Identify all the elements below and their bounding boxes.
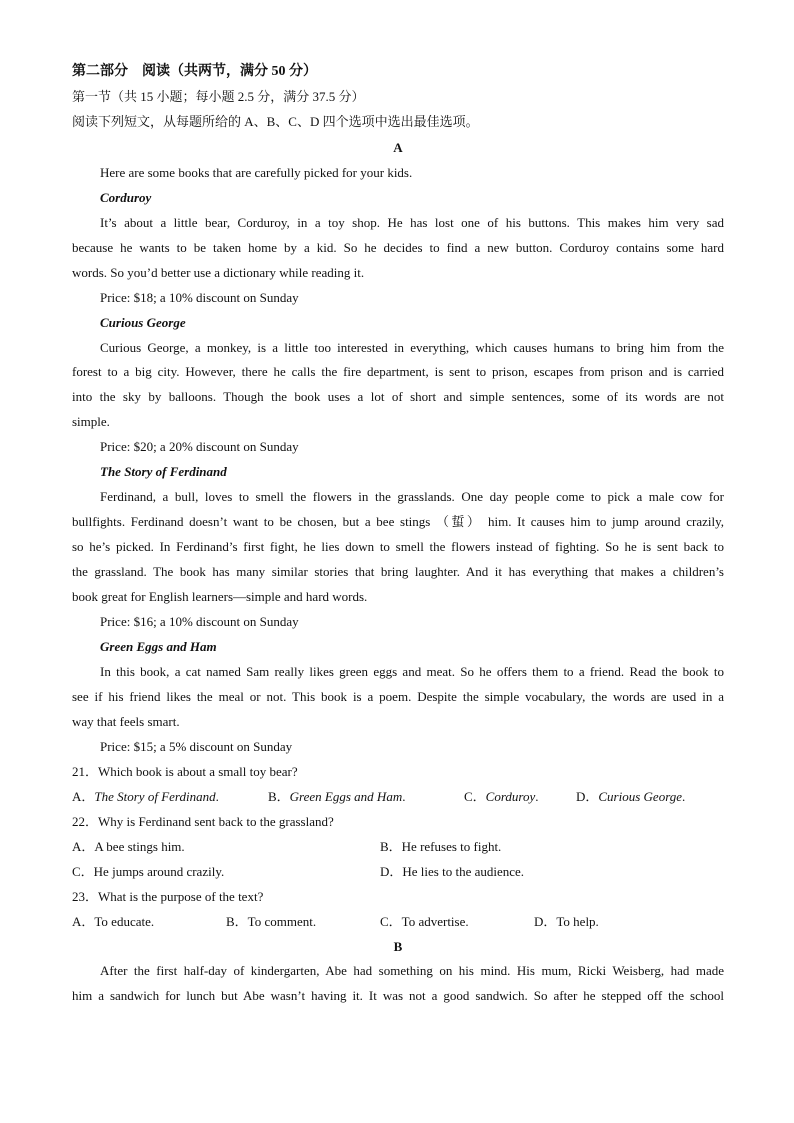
book2-line: Curious George, a monkey, is a little too interested in everything, which causes humans to bring him from the bbox=[100, 340, 724, 355]
q22-option-c[interactable]: C．He jumps around crazily. bbox=[72, 864, 225, 879]
option-label: C． bbox=[464, 789, 486, 804]
question-23-stem: 23．What is the purpose of the text? bbox=[72, 889, 264, 904]
passage-a-intro: Here are some books that are carefully picked for your kids. bbox=[100, 165, 413, 180]
option-text: Curious George bbox=[598, 789, 683, 804]
passage-a-label: A bbox=[393, 140, 403, 155]
q22-option-d[interactable]: D．He lies to the audience. bbox=[380, 864, 525, 879]
book-title-ferdinand: The Story of Ferdinand bbox=[100, 464, 227, 479]
q22-option-a[interactable]: A．A bee stings him. bbox=[72, 839, 185, 854]
book4-line: In this book, a cat named Sam really likes green eggs and meat. So he offers them to a friend. Read the book to bbox=[100, 664, 724, 679]
passage-b-line: After the first half-day of kindergarten, Abe had something on his mind. His mum, Ricki Weisberg, had made bbox=[100, 963, 724, 978]
book3-line: the grassland. The book has many similar stories that bring laughter. And it has everything that makes a children’s bbox=[72, 564, 724, 579]
option-text: Green Eggs and Ham bbox=[289, 789, 403, 804]
q22-option-b[interactable]: B．He refuses to fight. bbox=[380, 839, 502, 854]
book4-price: Price: $15; a 5% discount on Sunday bbox=[100, 739, 293, 754]
option-text: Corduroy bbox=[485, 789, 536, 804]
book3-line: book great for English learners—simple and hard words. bbox=[72, 589, 368, 604]
book3-line: so he’s picked. In Ferdinand’s first fight, he lies down to smell the flowers instead of fighting. So he is sent back to bbox=[72, 539, 724, 554]
section-title: 第一节（共 15 小题；每小题 2.5 分，满分 37.5 分） bbox=[72, 89, 365, 104]
option-label: B． bbox=[268, 789, 290, 804]
book1-line: It’s about a little bear, Corduroy, in a toy shop. He has lost one of his buttons. This makes him very sad bbox=[100, 215, 724, 230]
book2-price: Price: $20; a 20% discount on Sunday bbox=[100, 439, 299, 454]
book-title-curious-george: Curious George bbox=[100, 315, 186, 330]
q23-option-b[interactable]: B．To comment. bbox=[226, 914, 317, 929]
question-22-stem: 22．Why is Ferdinand sent back to the grassland? bbox=[72, 814, 334, 829]
q21-option-b[interactable]: B．Green Eggs and Ham. bbox=[268, 789, 406, 804]
book1-line: because he wants to be taken home by a kid. So he decides to find a new button. Corduroy contains some hard bbox=[72, 240, 724, 255]
q23-option-d[interactable]: D．To help. bbox=[534, 914, 599, 929]
q23-option-a[interactable]: A．To educate. bbox=[72, 914, 155, 929]
q21-option-c[interactable]: C．Corduroy. bbox=[464, 789, 539, 804]
book2-line: into the sky by balloons. Though the book uses a lot of short and simple sentences, some of its words are not bbox=[72, 389, 724, 404]
option-label: D． bbox=[576, 789, 599, 804]
passage-b-line: him a sandwich for lunch but Abe wasn’t having it. It was not a good sandwich. So after he stepped off the school bbox=[72, 988, 724, 1003]
book1-price: Price: $18; a 10% discount on Sunday bbox=[100, 290, 299, 305]
book4-line: see if his friend likes the meal or not. This book is a poem. Despite the simple vocabulary, the words are used in a bbox=[72, 689, 724, 704]
book-title-corduroy: Corduroy bbox=[100, 190, 152, 205]
book2-line: forest to a big city. However, there he calls the fire department, is sent to prison, escapes from prison and is carried bbox=[72, 364, 724, 379]
option-text: The Story of Ferdinand bbox=[94, 789, 216, 804]
q21-option-d[interactable]: D．Curious George. bbox=[576, 789, 686, 804]
book2-line: simple. bbox=[72, 414, 110, 429]
book1-line: words. So you’d better use a dictionary while reading it. bbox=[72, 265, 365, 280]
q23-option-c[interactable]: C．To advertise. bbox=[380, 914, 469, 929]
passage-b-label: B bbox=[393, 939, 403, 954]
option-label: A． bbox=[72, 789, 95, 804]
q21-option-a[interactable]: A．The Story of Ferdinand. bbox=[72, 789, 219, 804]
book3-price: Price: $16; a 10% discount on Sunday bbox=[100, 614, 299, 629]
instruction: 阅读下列短文，从每题所给的 A、B、C、D 四个选项中选出最佳选项。 bbox=[72, 114, 479, 129]
question-21-stem: 21．Which book is about a small toy bear? bbox=[72, 764, 298, 779]
part-title: 第二部分 阅读（共两节，满分 50 分） bbox=[72, 64, 317, 79]
book4-line: way that feels smart. bbox=[72, 714, 180, 729]
book3-line: bullfights. Ferdinand doesn’t want to be chosen, but a bee stings （蜇） him. It causes him to jump around crazily, bbox=[72, 514, 724, 529]
book3-line: Ferdinand, a bull, loves to smell the flowers in the grasslands. One day people come to pick a male cow for bbox=[100, 489, 724, 504]
book-title-green-eggs: Green Eggs and Ham bbox=[100, 639, 217, 654]
